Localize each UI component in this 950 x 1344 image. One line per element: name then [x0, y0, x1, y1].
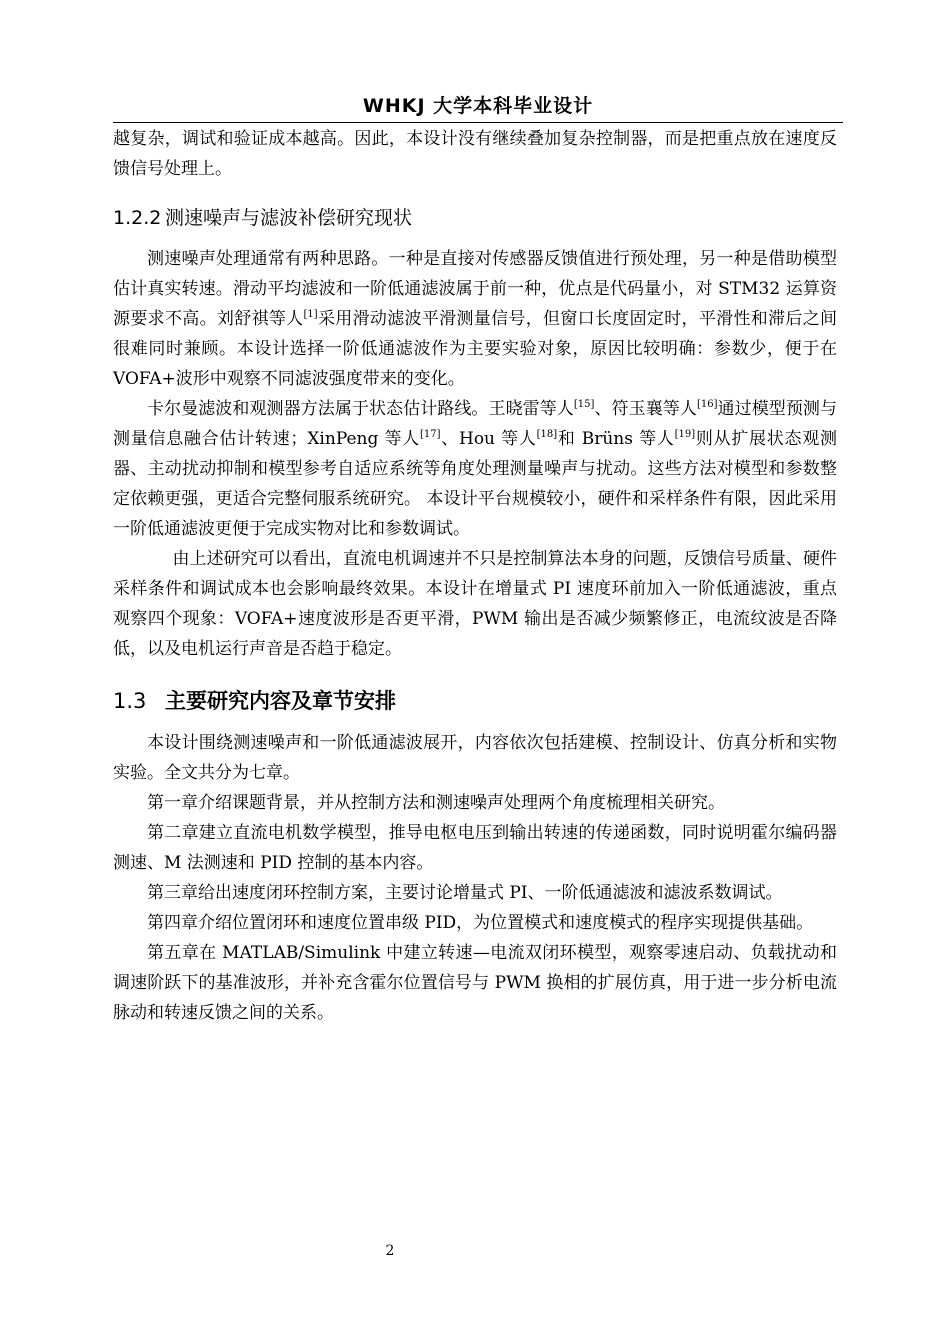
citation-15[interactable]: [15] [573, 399, 595, 410]
paragraph-chapter-5: 第五章在 MATLAB/Simulink 中建立转速—电流双闭环模型，观察零速启动、负载扰动和调速阶跃下的基准波形，并补充含霍尔位置信号与 PWM 换相的扩展仿真，用于进一步分析电流脉动和转速反馈之间的关系。 [113, 943, 837, 1023]
section-title: 主要研究内容及章节安排 [165, 689, 396, 713]
page-number: 2 [385, 1243, 395, 1259]
citation-16[interactable]: [16] [696, 399, 718, 410]
section-number: 1.2.2 [113, 207, 162, 229]
section-title: 测速噪声与滤波补偿研究现状 [165, 207, 413, 229]
header-rule [113, 122, 843, 123]
paragraph-continued: 越复杂，调试和验证成本越高。因此，本设计没有继续叠加复杂控制器，而是把重点放在速度反馈信号处理上。 [113, 129, 837, 179]
paragraph-overview: 本设计围绕测速噪声和一阶低通滤波展开，内容依次包括建模、控制设计、仿真分析和实物实验。全文共分为七章。 [113, 733, 837, 783]
page-body [113, 124, 837, 1028]
section-heading-1-3 [113, 686, 837, 716]
citation-17[interactable]: [17] [420, 429, 441, 440]
section-heading-1-2-2 [113, 204, 837, 232]
paragraph-noise-approaches: 测速噪声处理通常有两种思路。一种是直接对传感器反馈值进行预处理，另一种是借助模型估计真实转速。滑动平均滤波和一阶低通滤波属于前一种，优点是代码量小，对 STM32 运算资源要求不高。刘舒祺等人[1]采用滑动滤波平滑测量信号，但窗口长度固定时，平滑性和滞后之间很难同时兼顾。本设计选择一阶低通滤波作为主要实验对象，原因比较明确：参数少，便于在 VOFA+波形中观察不同滤波强度带来的变化。 [113, 249, 838, 389]
paragraph-chapter-2: 第二章建立直流电机数学模型，推导电枢电压到输出转速的传递函数，同时说明霍尔编码器测速、M 法测速和 PID 控制的基本内容。 [113, 823, 837, 873]
paragraph-summary: 由上述研究可以看出，直流电机调速并不只是控制算法本身的问题，反馈信号质量、硬件采样条件和调试成本也会影响最终效果。本设计在增量式 PI 速度环前加入一阶低通滤波，重点观察四个现象：VOFA+速度波形是否更平滑，PWM 输出是否减少频繁修正，电流纹波是否降低，以及电机运行声音是否趋于稳定。 [113, 549, 837, 659]
paragraph-chapter-3: 第三章给出速度闭环控制方案，主要讨论增量式 PI、一阶低通滤波和滤波系数调试。 [147, 883, 783, 903]
citation-18[interactable]: [18] [536, 429, 558, 440]
paragraph-state-estimation: 卡尔曼滤波和观测器方法属于状态估计路线。王晓雷等人[15]、符玉襄等人[16]通过模型预测与测量信息融合估计转速；XinPeng 等人[17]、Hou 等人[18]和 Brüns 等人[19]则从扩展状态观测器、主动扰动抑制和模型参考自适应系统等角度处理测量噪声与扰动。这些方法对模型和参数整定依赖更强，更适合完整伺服系统研究。 本设计平台规模较小，硬件和采样条件有限，因此采用一阶低通滤波更便于完成实物对比和参数调试。 [113, 399, 838, 539]
running-header: WHKJ 大学本科毕业设计 [362, 95, 594, 117]
citation-19[interactable]: [19] [674, 429, 696, 440]
paragraph-chapter-1: 第一章介绍课题背景，并从控制方法和测速噪声处理两个角度梳理相关研究。 [147, 793, 725, 813]
section-number: 1.3 [113, 689, 147, 713]
paragraph-chapter-4: 第四章介绍位置闭环和速度位置串级 PID，为位置模式和速度模式的程序实现提供基础。 [147, 913, 814, 933]
citation-1[interactable]: [1] [303, 309, 318, 320]
